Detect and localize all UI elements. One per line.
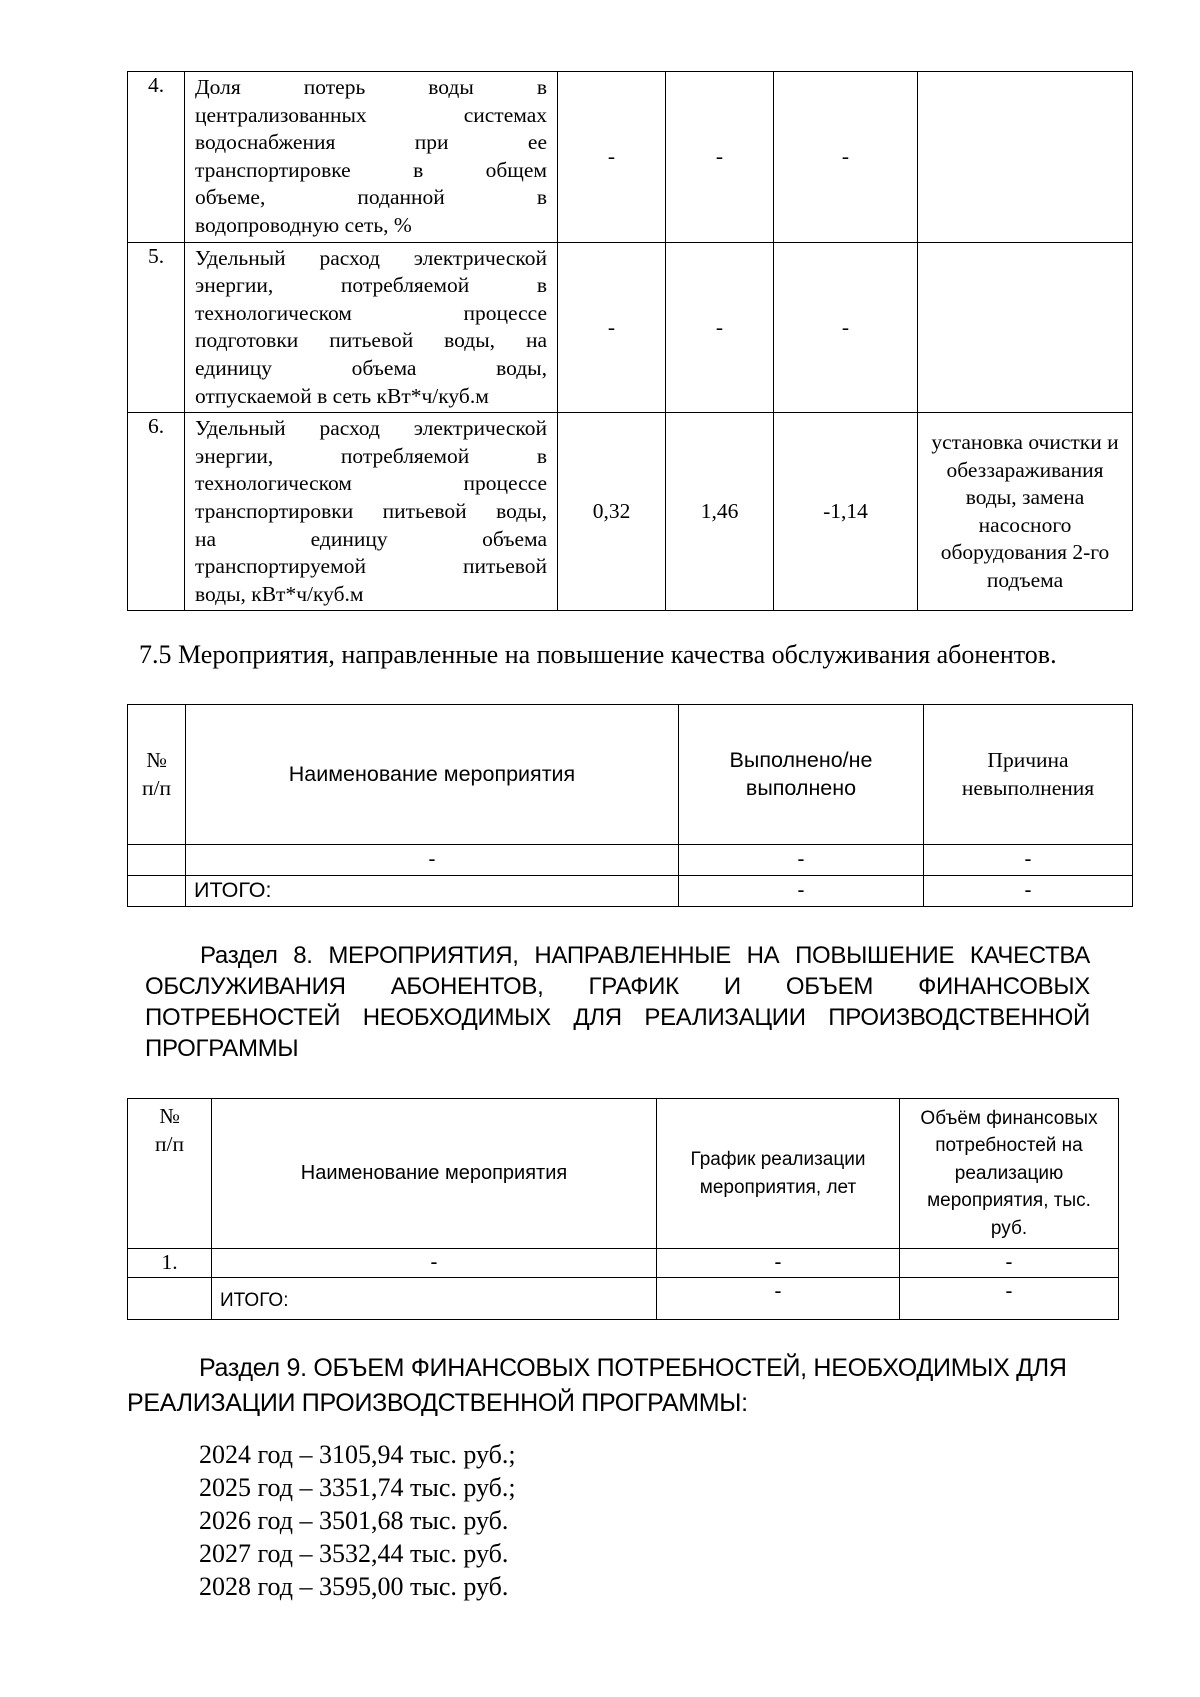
financial-needs-table: [127, 1098, 1119, 1320]
value-cell: -: [558, 72, 666, 243]
total-volume: -: [900, 1277, 1119, 1319]
row-number: 1.: [128, 1249, 212, 1278]
row-name: -: [186, 845, 679, 876]
header-name: Наименование мероприятия: [212, 1099, 657, 1249]
section-9-title: Раздел 9. ОБЪЕМ ФИНАНСОВЫХ ПОТРЕБНОСТЕЙ, НЕОБХОДИМЫХ ДЛЯ РЕАЛИЗАЦИИ ПРОИЗВОДСТВЕННОЙ ПРОГРАММЫ:: [127, 1354, 1067, 1417]
value-cell: -: [774, 242, 918, 413]
row-number: [128, 845, 186, 876]
note-cell: установка очистки и обеззараживания воды, замена насосного оборудования 2-го подъема: [918, 413, 1133, 611]
row-number: 4.: [128, 72, 185, 243]
list-item: 2025 год – 3351,74 тыс. руб.;: [199, 1473, 516, 1502]
total-row: [128, 1277, 1119, 1319]
indicator-description: Удельный расход электрической энергии, потребляемой в технологическом процессе подготовки питьевой воды, на единицу объема воды, отпускаемой в сеть кВт*ч/куб.м: [185, 242, 558, 413]
header-volume: Объём финансовых потребностей на реализацию мероприятия, тыс. руб.: [900, 1099, 1119, 1249]
budget-list: [199, 1438, 516, 1603]
row-name: -: [212, 1249, 657, 1278]
value-cell: -: [558, 242, 666, 413]
total-row: [128, 876, 1133, 907]
value-cell: -: [666, 72, 774, 243]
value-cell: -1,14: [774, 413, 918, 611]
list-item: 2026 год – 3501,68 тыс. руб.: [199, 1506, 509, 1535]
value-cell: -: [666, 242, 774, 413]
header-number: № п/п: [128, 1099, 212, 1249]
total-schedule: -: [657, 1277, 900, 1319]
row-done: -: [679, 845, 924, 876]
table-row: [128, 413, 1133, 611]
total-label: ИТОГО:: [212, 1277, 657, 1319]
row-number: 6.: [128, 413, 185, 611]
list-item: 2028 год – 3595,00 тыс. руб.: [199, 1572, 509, 1601]
row-number: 5.: [128, 242, 185, 413]
section-7-5-title: 7.5 Мероприятия, направленные на повышение качества обслуживания абонентов.: [139, 640, 1057, 669]
indicator-description: Удельный расход электрической энергии, потребляемой в технологическом процессе транспортировки питьевой воды, на единицу объема транспортируемой питьевой воды, кВт*ч/куб.м: [185, 413, 558, 611]
list-item: 2024 год – 3105,94 тыс. руб.;: [199, 1440, 516, 1469]
list-item: 2027 год – 3532,44 тыс. руб.: [199, 1539, 509, 1568]
value-cell: 1,46: [666, 413, 774, 611]
section-8-title: Раздел 8. МЕРОПРИЯТИЯ, НАПРАВЛЕННЫЕ НА ПОВЫШЕНИЕ КАЧЕСТВА ОБСЛУЖИВАНИЯ АБОНЕНТОВ, ГРАФИК И ОБЪЕМ ФИНАНСОВЫХ ПОТРЕБНОСТЕЙ НЕОБХОДИМЫХ ДЛЯ РЕАЛИЗАЦИИ ПРОИЗВОДСТВЕННОЙ ПРОГРАММЫ: [145, 942, 1090, 1062]
row-schedule: -: [657, 1249, 900, 1278]
total-label: ИТОГО:: [186, 876, 679, 907]
row-reason: -: [924, 845, 1133, 876]
header-number: № п/п: [128, 705, 186, 845]
total-done: -: [679, 876, 924, 907]
indicator-description: Доля потерь воды в централизованных системах водоснабжения при ее транспортировке в общем объеме, поданной в водопроводную сеть, %: [185, 72, 558, 243]
header-name: Наименование мероприятия: [186, 705, 679, 845]
header-schedule: График реализации мероприятия, лет: [657, 1099, 900, 1249]
service-quality-table: [127, 704, 1133, 907]
note-cell: [918, 242, 1133, 413]
table-header-row: [128, 1099, 1119, 1249]
table-header-row: [128, 705, 1133, 845]
table-row: [128, 1249, 1119, 1278]
value-cell: 0,32: [558, 413, 666, 611]
table-row: [128, 845, 1133, 876]
total-reason: -: [924, 876, 1133, 907]
indicators-table: [127, 71, 1133, 611]
table-row: [128, 72, 1133, 243]
note-cell: [918, 72, 1133, 243]
table-row: [128, 242, 1133, 413]
header-done: Выполнено/не выполнено: [679, 705, 924, 845]
value-cell: -: [774, 72, 918, 243]
header-reason: Причина невыполнения: [924, 705, 1133, 845]
row-volume: -: [900, 1249, 1119, 1278]
